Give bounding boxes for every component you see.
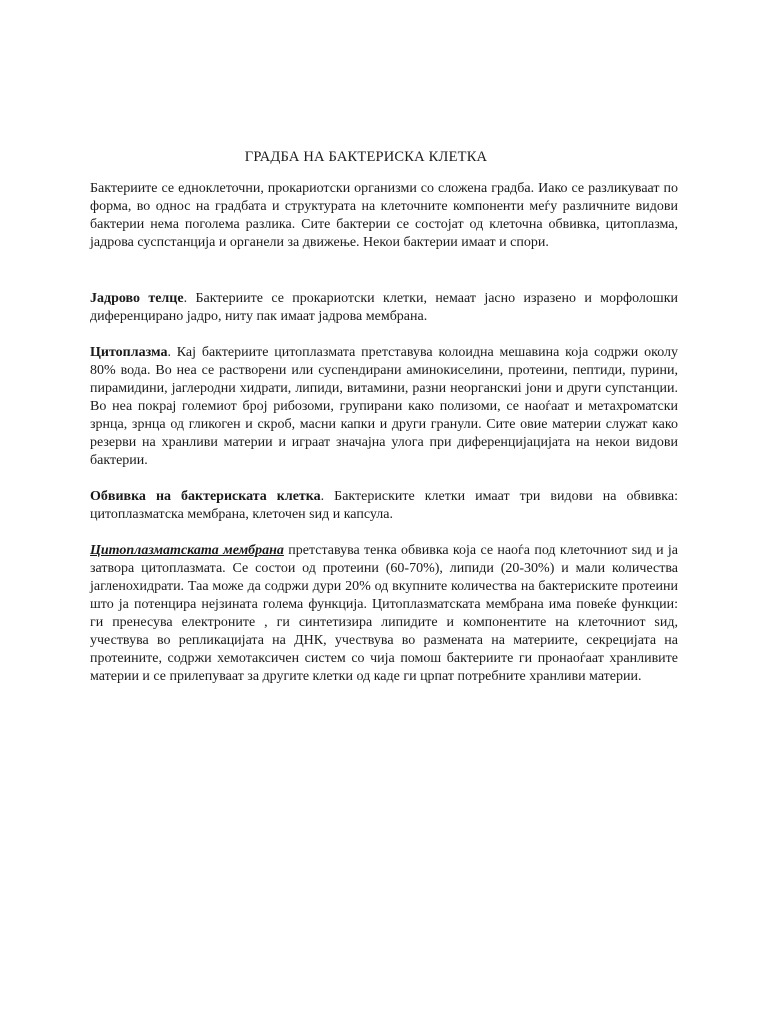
paragraph-nucleoid <box>90 290 678 326</box>
paragraph-cytoplasm-heading: Цитоплазма <box>90 345 168 360</box>
document-title: ГРАДБА НА БАКТЕРИСКА КЛЕТКА <box>244 149 488 165</box>
paragraph-cell-envelope-text: . Бактериските клетки имаат три видови на обвивка: цитоплазматска мембрана, клеточен ѕид и капсула. <box>90 489 678 522</box>
paragraph-intro-text: Бактериите се едноклеточни, прокариотски организми со сложена градба. Иако се разликуваат по форма, во однос на градбата и структурата на клеточните компоненти меѓу различните видови бактерии нема поголема разлика. Сите бактерии се состојат од клеточна обвивка, цитоплазма, јадрова суспстанција и органели за движење. Некои бактерии имаат и спори. <box>90 181 678 250</box>
paragraph-cell-envelope <box>90 488 678 524</box>
paragraph-cytoplasm-text: . Кај бактериите цитоплазмата претставува колоидна мешавина која содржи околу 80% вода. Во неа се растворени или суспендирани аминокиселини, протеини, пептиди, пурини, пирамидини, јаглеродни хидрати, липиди, витамини, разни неорганскиi јони и други супстанции. Во неа покрај големиот број рибозоми, групирани како полизоми, се наоѓаат и метахроматски зрнца, зрнца од гликоген и скроб, масни капки и други гранули. Сите овие материи служат како резерви на хранливи материи и играат значајна улога при диференцијацијата на некои видови бактерии. <box>90 345 678 468</box>
paragraph-cytoplasm <box>90 344 678 470</box>
paragraph-nucleoid-heading: Јадрово телце <box>90 291 184 306</box>
paragraph-cytoplasmic-membrane-heading: Цитоплазматската мембрана <box>90 543 284 558</box>
paragraph-nucleoid-text: . Бактериите се прокариотски клетки, немаат јасно изразено и морфолошки диференцирано јадро, ниту пак имаат јадрова мембрана. <box>90 291 678 324</box>
paragraph-cell-envelope-heading: Обвивка на бактериската клетка <box>90 489 321 504</box>
paragraph-cytoplasmic-membrane-text: претставува тенка обвивка која се наоѓа под клеточниот ѕид и ја затвора цитоплазмата. Се состои од протеини (60-70%), липиди (20-30%) и мали количества јагленохидрати. Таа може да содржи дури 20% од вкупните количества на бактериските протеини што ја потенцира нејзината голема функција. Цитоплазматската мембрана има повеќе функции: ги пренесува електроните , ги синтетизира липидите и компонентите на клеточниот ѕид, учествува во репликацијата на ДНК, учествува во размената на материите, секрецијата на протеините, содржи хемотаксичен систем со чија помош бактериите ги пронаоѓаат хранливите материи и се прилепуваат за другите клетки од каде ги црпат потребните хранливи материи. <box>90 543 678 684</box>
paragraph-intro <box>90 180 678 252</box>
paragraph-cytoplasmic-membrane <box>90 542 678 686</box>
